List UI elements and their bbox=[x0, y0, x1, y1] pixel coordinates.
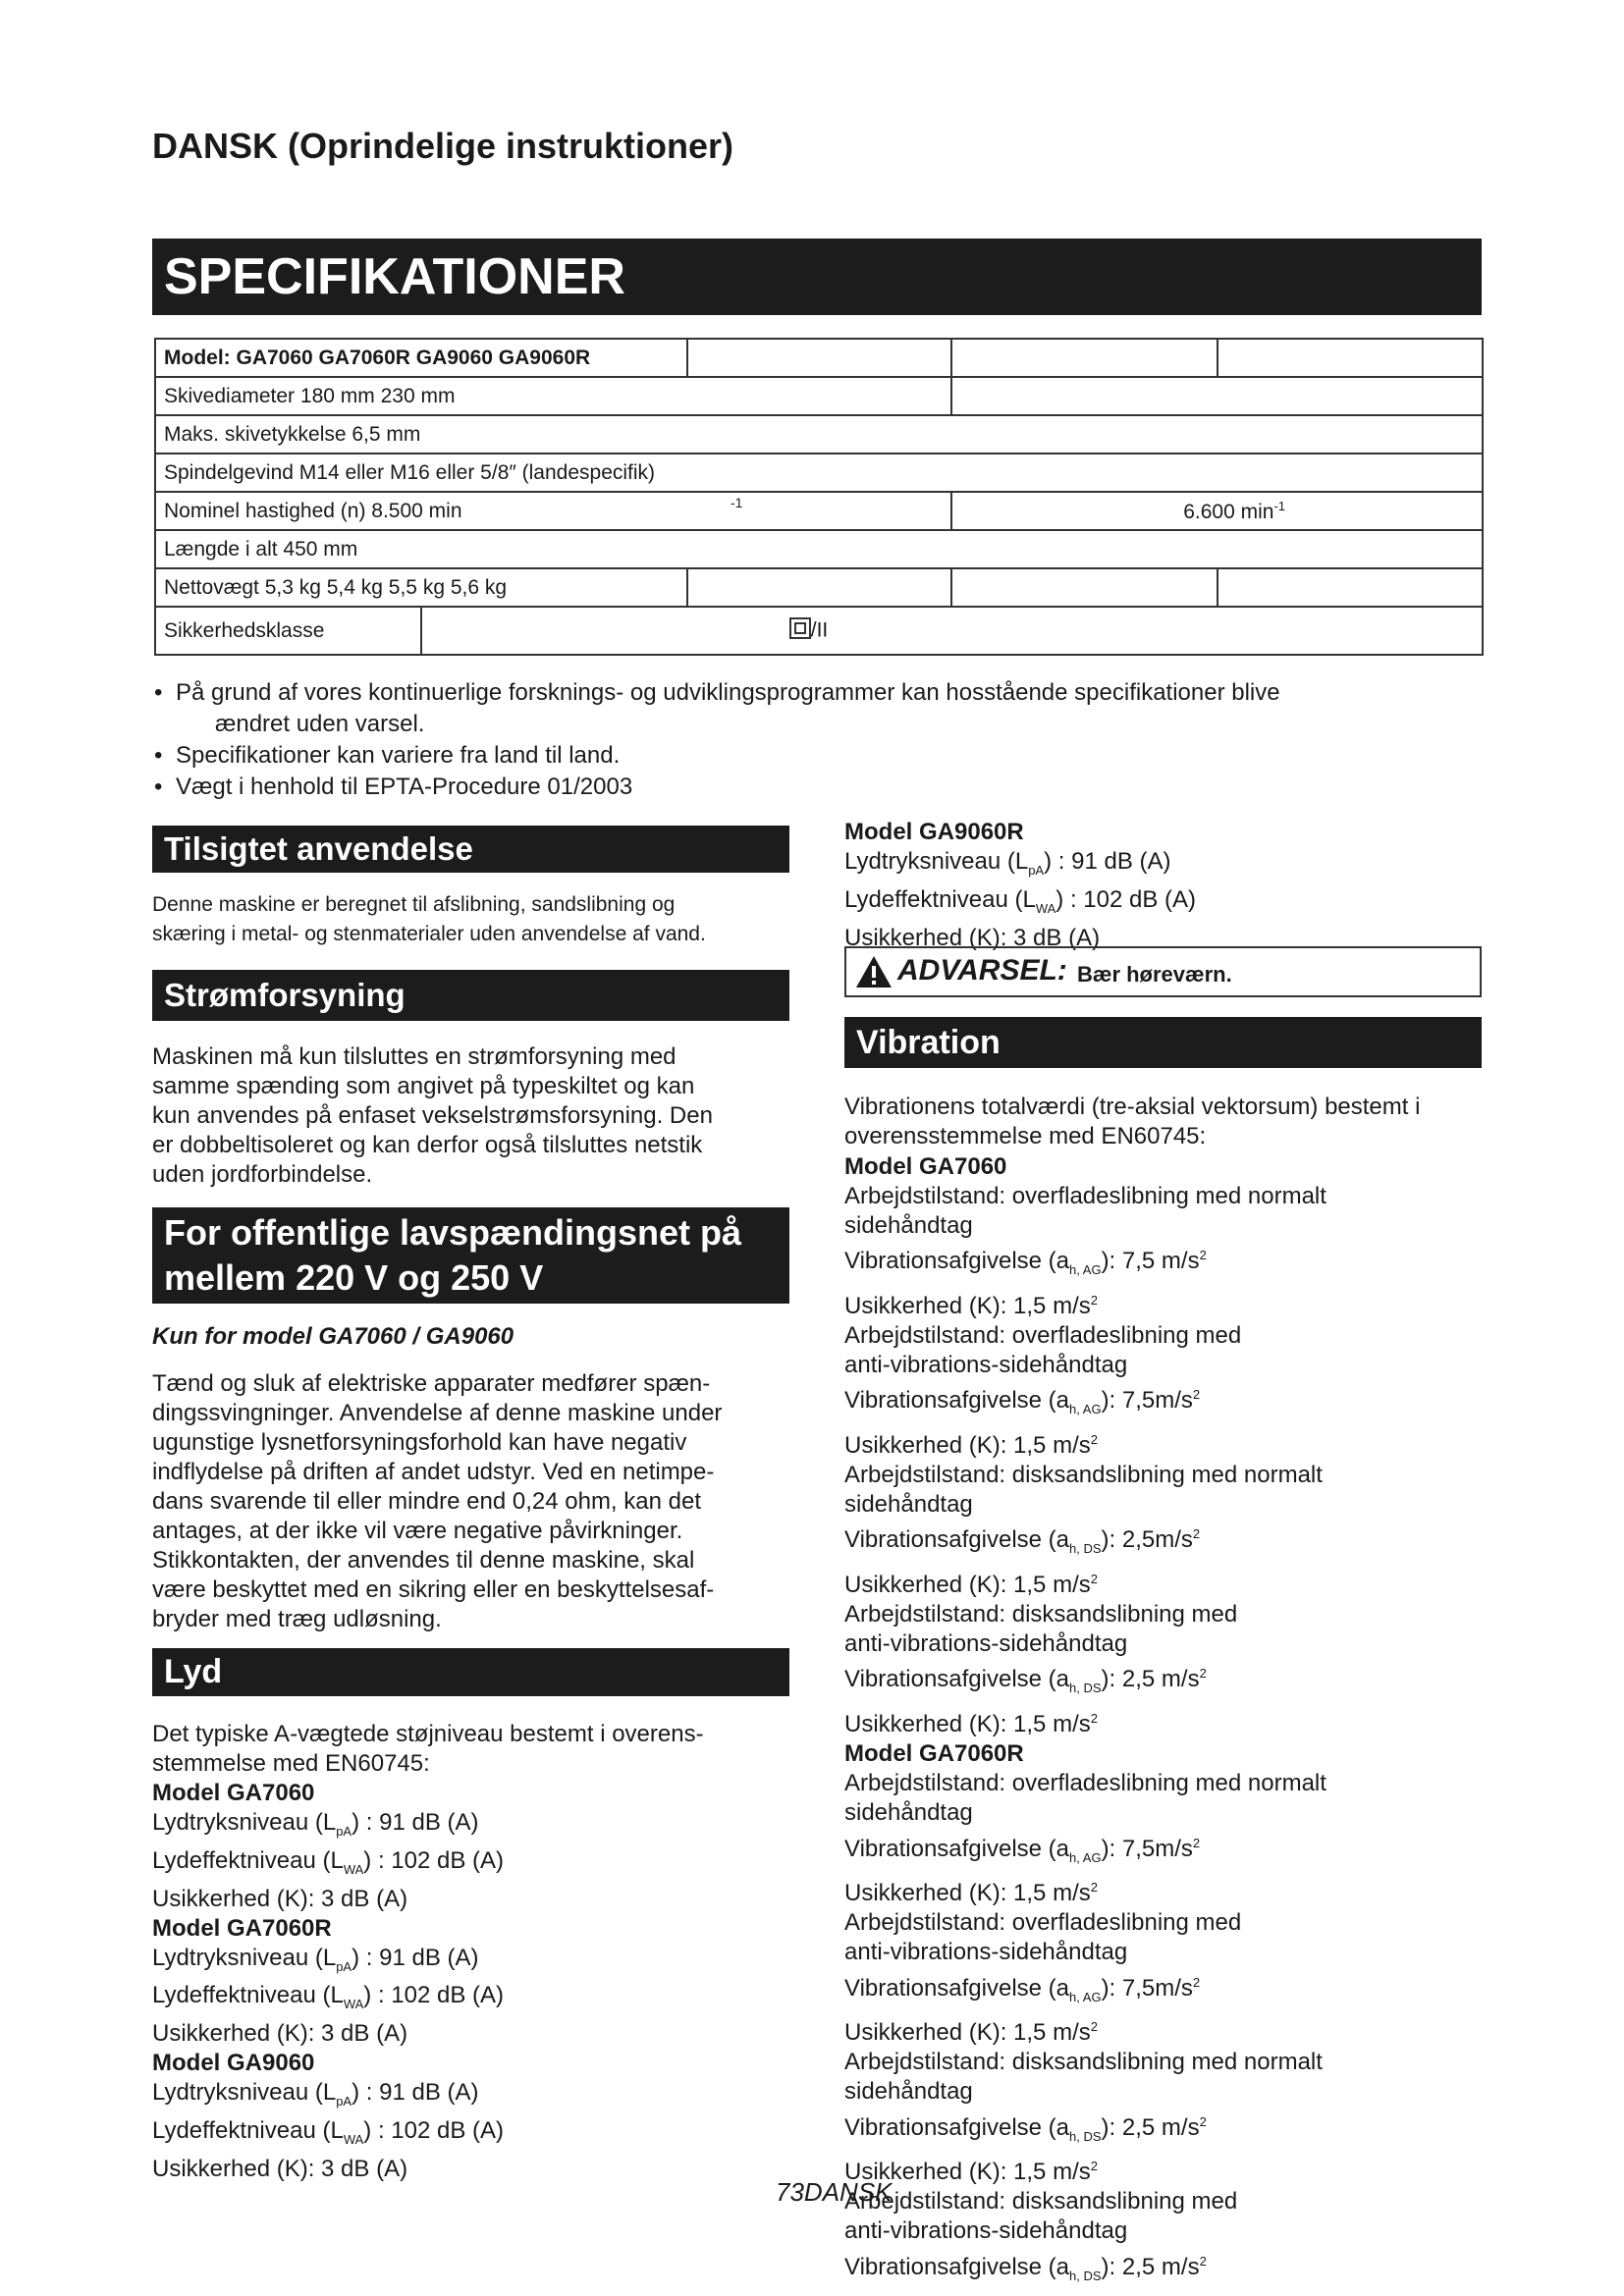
warning-box bbox=[844, 946, 1482, 997]
vibration-model-ga7060: Model GA7060 bbox=[844, 1152, 1007, 1180]
specifications-banner: SPECIFIKATIONER bbox=[152, 239, 1482, 315]
spec-length-cell: Længde i alt 450 mm bbox=[155, 530, 1483, 568]
vibration-text: Vibrationens totalværdi (tre-aksial vektorsum) bestemt i overensstemmelse med EN60745: Model GA7060 Arbejdstilstand: overfladeslibning med normalt sidehåndtag Vibrationsafgivelse $(a_{h, AG})$: 7,5 $m/s^2$ Usikkerhed (K): 1,5 $m/s^2$ Arbejdstilstand: overfladeslibning med anti-vibrations-sidehåndtag Vibrationsafgivelse $(a_{h, AG})$: $7,5m/s^2$ Usikkerhed (K): 1,5 $m/s^2$ Arbejdstilstand: disksandslibning med normalt sidehåndtag Vibrationsafgivelse $(a_{h, DS})$: $2,5m/s^2$ Usikkerhed (K): 1,5 $m/s^2$ Arbejdstilstand: disksandslibning med anti-vibrations-sidehåndtag Vibrationsafgivelse $(a_{h, DS})$: 2,5 $m/s^2$ Usikkerhed (K): 1,5 $m/s^2$ Model GA7060R Arbejdstilstand: overfladeslibning med normalt sidehåndtag Vibrationsafgivelse $(a_{h, AG})$: $7,5m/s^2$ Usikkerhed (K): 1,5 $m/s^2$ Arbejdstilstand: overfladeslibning med anti-vibrations-sidehåndtag Vibrationsafgivelse $(a_{h, AG})$: $7,5m/s^2$ Usikkerhed (K): 1,5 $m/s^2$ Arbejdstilstand: disksandslibning med normalt sidehåndtag Vibrationsafgivelse $(a_{h, DS})$: 2,5 $m/s^2$ Usikkerhed (K): 1,5 $m/s^2$ Arbejdstilstand: disksandslibning med anti-vibrations-sidehåndtag Vibrationsafgivelse $(a_{h, DS})$: 2,5 $m/s^2$ bbox=[844, 1093, 1492, 2291]
double-insulation-icon bbox=[789, 617, 811, 645]
sound-model-ga9060r: Model GA9060R bbox=[844, 819, 1024, 845]
spec-row-length bbox=[155, 530, 1483, 568]
note-item: • Specifikationer kan variere fra land til land. bbox=[152, 740, 1482, 772]
intended-use-heading: Tilsigtet anvendelse bbox=[152, 826, 789, 873]
warning-label: ADVARSEL: bbox=[897, 954, 1067, 987]
warning-icon bbox=[854, 954, 893, 994]
public-grid-subheading: Kun for model GA7060 / GA9060 bbox=[152, 1323, 514, 1350]
language-title: DANSK (Oprindelige instruktioner) bbox=[152, 126, 734, 166]
spec-row-spindle bbox=[155, 454, 1483, 492]
intended-use-text: Denne maskine er beregnet til afslibning, sandslibning og skæring i metal- og stenmaterialer uden anvendelse af vand. bbox=[152, 893, 706, 945]
spec-model-cell: Model: GA7060 GA7060R GA9060 GA9060R bbox=[155, 339, 687, 377]
spec-safety-value: /II bbox=[421, 607, 1483, 655]
sound-model-ga9060: Model GA9060 bbox=[152, 2050, 315, 2077]
sound-text-continued: Model GA9060R Lydtryksniveau $(L_{pA})$ : 91 dB (A) Lydeffektniveau $(L_{WA})$ : 102 dB (A) Usikkerhed (K): 3 dB (A) bbox=[844, 818, 1492, 953]
spec-speed-cell: Nominel hastighed (n) 8.500 min -1 bbox=[155, 492, 951, 530]
spec-weight-cell: Nettovægt 5,3 kg 5,4 kg 5,5 kg 5,6 kg bbox=[155, 568, 687, 607]
public-grid-text: Tænd og sluk af elektriske apparater medfører spæn- dingssvingninger. Anvendelse af denne maskine under ugunstige lysnetforsyningsforhold kan have negativ indflydelse på driften af andet udstyr. Ved en netimpe- dans svarende til eller mindre end 0,24 ohm, kan det antages, at der ikke vil være negative påvirkninger. Stikkontakten, der anvendes til denne maskine, skal være beskyttet med en sikring eller en beskyttelsesaf- bryder med træg udløsning. bbox=[152, 1370, 723, 1632]
power-supply-heading: Strømforsyning bbox=[152, 970, 789, 1021]
note-item: • Vægt i henhold til EPTA-Procedure 01/2003 bbox=[152, 772, 1482, 803]
sound-heading: Lyd bbox=[152, 1648, 789, 1696]
specifications-table bbox=[154, 338, 1484, 656]
spec-thickness-cell: Maks. skivetykkelse 6,5 mm bbox=[155, 415, 1483, 454]
public-grid-heading: For offentlige lavspændingsnet på mellem 220 V og 250 V bbox=[152, 1207, 789, 1304]
spec-row-safety bbox=[155, 607, 1483, 655]
spec-safety-label: Sikkerhedsklasse bbox=[155, 607, 421, 655]
warning-message: Bær høreværn. bbox=[1077, 962, 1232, 987]
power-supply-text: Maskinen må kun tilsluttes en strømforsyning med samme spænding som angivet på typeskiltet og kan kun anvendes på enfaset vekselstrømsforsyning. Den er dobbeltisoleret og kan derfor også tilsluttes netstik uden jordforbindelse. bbox=[152, 1043, 713, 1188]
vibration-model-ga7060r: Model GA7060R bbox=[844, 1739, 1024, 1767]
vibration-heading: Vibration bbox=[844, 1017, 1482, 1068]
spec-row-model bbox=[155, 339, 1483, 377]
spec-notes bbox=[152, 677, 1482, 803]
spec-spindle-cell: Spindelgevind M14 eller M16 eller 5/8″ (landespecifik) bbox=[155, 454, 1483, 492]
note-item: • På grund af vores kontinuerlige forsknings- og udviklingsprogrammer kan hosstående specifikationer blive ændret uden varsel. bbox=[152, 677, 1482, 740]
page-number: 73DANSK bbox=[776, 2177, 893, 2207]
sound-model-ga7060: Model GA7060 bbox=[152, 1780, 315, 1806]
spec-row-diameter bbox=[155, 377, 1483, 415]
spec-speed-right-cell: 6.600 $\min^{-1}$ bbox=[951, 492, 1483, 530]
sound-text: Det typiske A-vægtede støjniveau bestemt i overens- stemmelse med EN60745: Model GA7060 Lydtryksniveau $(L_{pA})$ : 91 dB (A) Lydeffektniveau $(L_{WA})$ : 102 dB (A) Usikkerhed (K): 3 dB (A) Model GA7060R Lydtryksniveau $(L_{pA})$ : 91 dB (A) Lydeffektniveau $(L_{WA})$ : 102 dB (A) Usikkerhed (K): 3 dB (A) Model GA9060 Lydtryksniveau $(L_{pA})$ : 91 dB (A) Lydeffektniveau $(L_{WA})$ : 102 dB (A) Usikkerhed (K): 3 dB (A) bbox=[152, 1720, 800, 2184]
spec-row-speed bbox=[155, 492, 1483, 530]
spec-row-weight bbox=[155, 568, 1483, 607]
sound-model-ga7060r: Model GA7060R bbox=[152, 1914, 332, 1942]
spec-row-thickness bbox=[155, 415, 1483, 454]
spec-diameter-cell: Skivediameter 180 mm 230 mm bbox=[155, 377, 951, 415]
